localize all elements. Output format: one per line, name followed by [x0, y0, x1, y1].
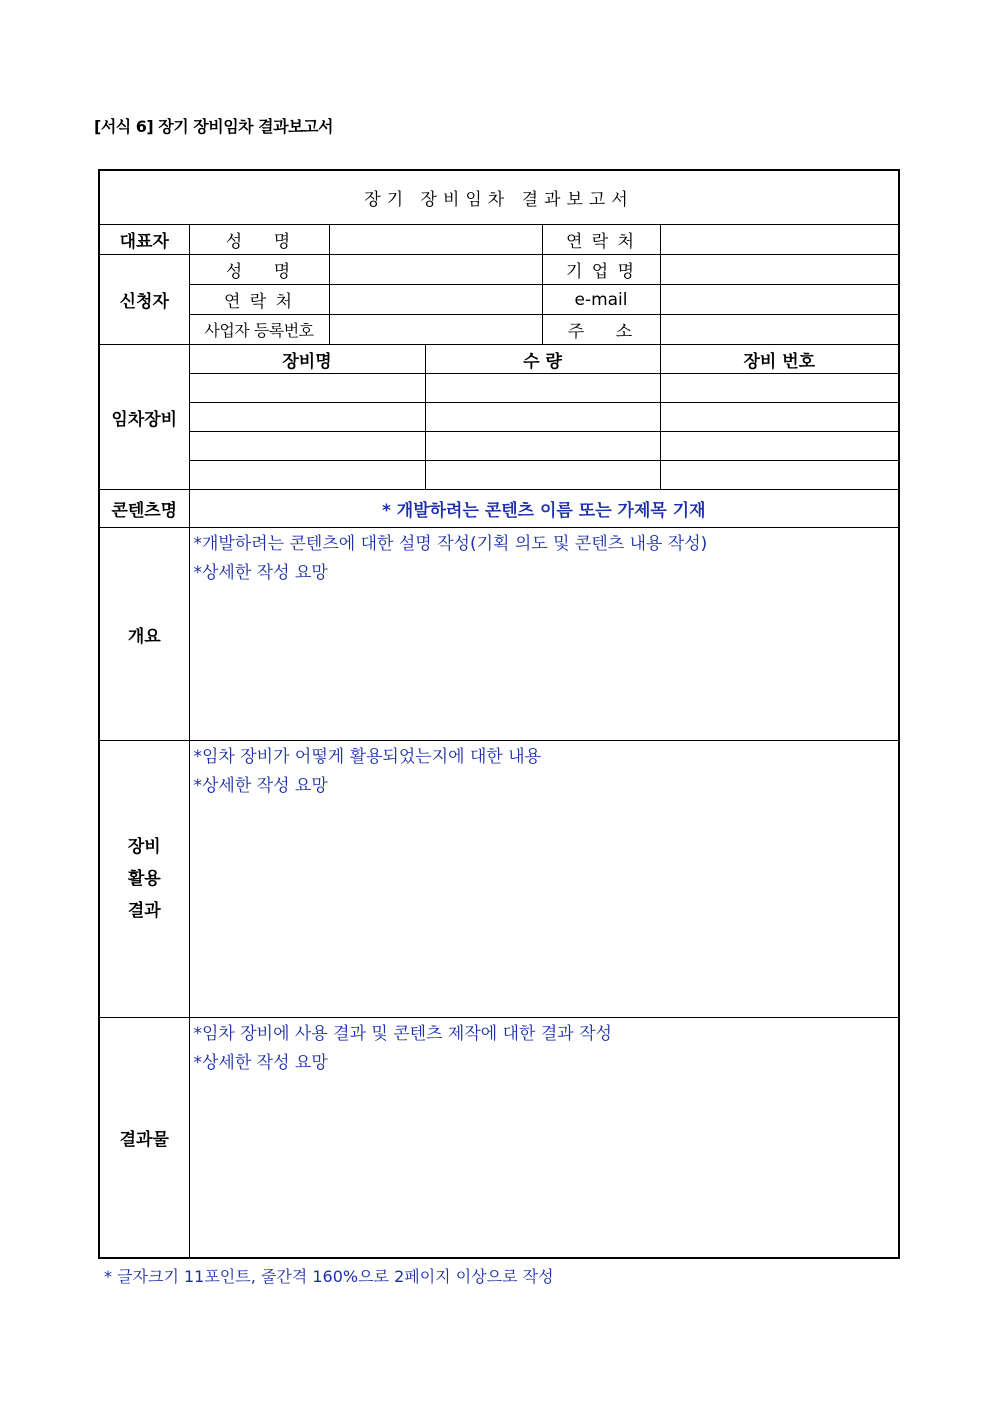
usage-guide-1: *임차 장비가 어떻게 활용되었는지에 대한 내용 — [193, 747, 542, 767]
app-bizno-field[interactable] — [329, 315, 542, 345]
equipment-name-field[interactable] — [189, 432, 425, 461]
report-form-table — [98, 169, 900, 1259]
equipment-qty-field[interactable] — [425, 374, 660, 403]
equipment-qty-field[interactable] — [425, 403, 660, 432]
app-address-label: 주 소 — [542, 315, 660, 345]
equipment-row — [99, 403, 899, 432]
app-contact-label: 연 락 처 — [189, 285, 329, 315]
overview-label: 개요 — [99, 528, 189, 741]
content-name-label: 콘텐츠명 — [99, 490, 189, 528]
app-company-field[interactable] — [660, 255, 899, 285]
equipment-row — [99, 432, 899, 461]
equipment-col-number: 장비 번호 — [660, 345, 899, 374]
content-name-row — [99, 490, 899, 528]
app-email-label: e-mail — [542, 285, 660, 315]
rep-name-label: 성 명 — [189, 225, 329, 255]
equipment-number-field[interactable] — [660, 403, 899, 432]
app-name-field[interactable] — [329, 255, 542, 285]
results-field[interactable] — [189, 1018, 899, 1258]
applicant-row-1 — [99, 255, 899, 285]
overview-guide-1: *개발하려는 콘텐츠에 대한 설명 작성(기획 의도 및 콘텐츠 내용 작성) — [193, 534, 708, 554]
representative-label: 대표자 — [99, 225, 189, 255]
app-contact-field[interactable] — [329, 285, 542, 315]
app-company-label: 기 업 명 — [542, 255, 660, 285]
results-guide-2: *상세한 작성 요망 — [193, 1053, 328, 1073]
equipment-number-field[interactable] — [660, 374, 899, 403]
content-name-field[interactable]: * 개발하려는 콘텐츠 이름 또는 가제목 기재 — [189, 490, 899, 528]
rep-name-field[interactable] — [329, 225, 542, 255]
equipment-col-qty: 수 량 — [425, 345, 660, 374]
app-name-label: 성 명 — [189, 255, 329, 285]
footnote: * 글자크기 11포인트, 줄간격 160%으로 2페이지 이상으로 작성 — [104, 1267, 554, 1286]
rep-contact-label: 연 락 처 — [542, 225, 660, 255]
equipment-qty-field[interactable] — [425, 461, 660, 490]
applicant-row-2 — [99, 285, 899, 315]
usage-field[interactable] — [189, 741, 899, 1018]
app-email-field[interactable] — [660, 285, 899, 315]
equipment-header-row — [99, 345, 899, 374]
usage-label — [99, 741, 189, 1018]
applicant-label: 신청자 — [99, 255, 189, 345]
equipment-number-field[interactable] — [660, 461, 899, 490]
rep-contact-field[interactable] — [660, 225, 899, 255]
equipment-name-field[interactable] — [189, 461, 425, 490]
equipment-col-name: 장비명 — [189, 345, 425, 374]
overview-guide-2: *상세한 작성 요망 — [193, 563, 328, 583]
usage-guide-2: *상세한 작성 요망 — [193, 776, 328, 796]
results-label: 결과물 — [99, 1018, 189, 1258]
results-guide-1: *임차 장비에 사용 결과 및 콘텐츠 제작에 대한 결과 작성 — [193, 1024, 612, 1044]
overview-row — [99, 528, 899, 741]
usage-label-line: 결과 — [127, 901, 161, 921]
equipment-label: 임차장비 — [99, 345, 189, 490]
usage-label-line: 장비 — [127, 837, 161, 857]
form-label: [서식 6] 장기 장비임차 결과보고서 — [94, 117, 333, 136]
results-row — [99, 1018, 899, 1258]
equipment-number-field[interactable] — [660, 432, 899, 461]
equipment-qty-field[interactable] — [425, 432, 660, 461]
usage-row — [99, 741, 899, 1018]
applicant-row-3 — [99, 315, 899, 345]
form-title: 장기 장비임차 결과보고서 — [99, 170, 899, 225]
equipment-name-field[interactable] — [189, 374, 425, 403]
title-row — [99, 170, 899, 225]
equipment-name-field[interactable] — [189, 403, 425, 432]
app-bizno-label: 사업자 등록번호 — [189, 315, 329, 345]
representative-row — [99, 225, 899, 255]
equipment-row — [99, 374, 899, 403]
equipment-row — [99, 461, 899, 490]
overview-field[interactable] — [189, 528, 899, 741]
app-address-field[interactable] — [660, 315, 899, 345]
usage-label-line: 활용 — [127, 869, 161, 889]
